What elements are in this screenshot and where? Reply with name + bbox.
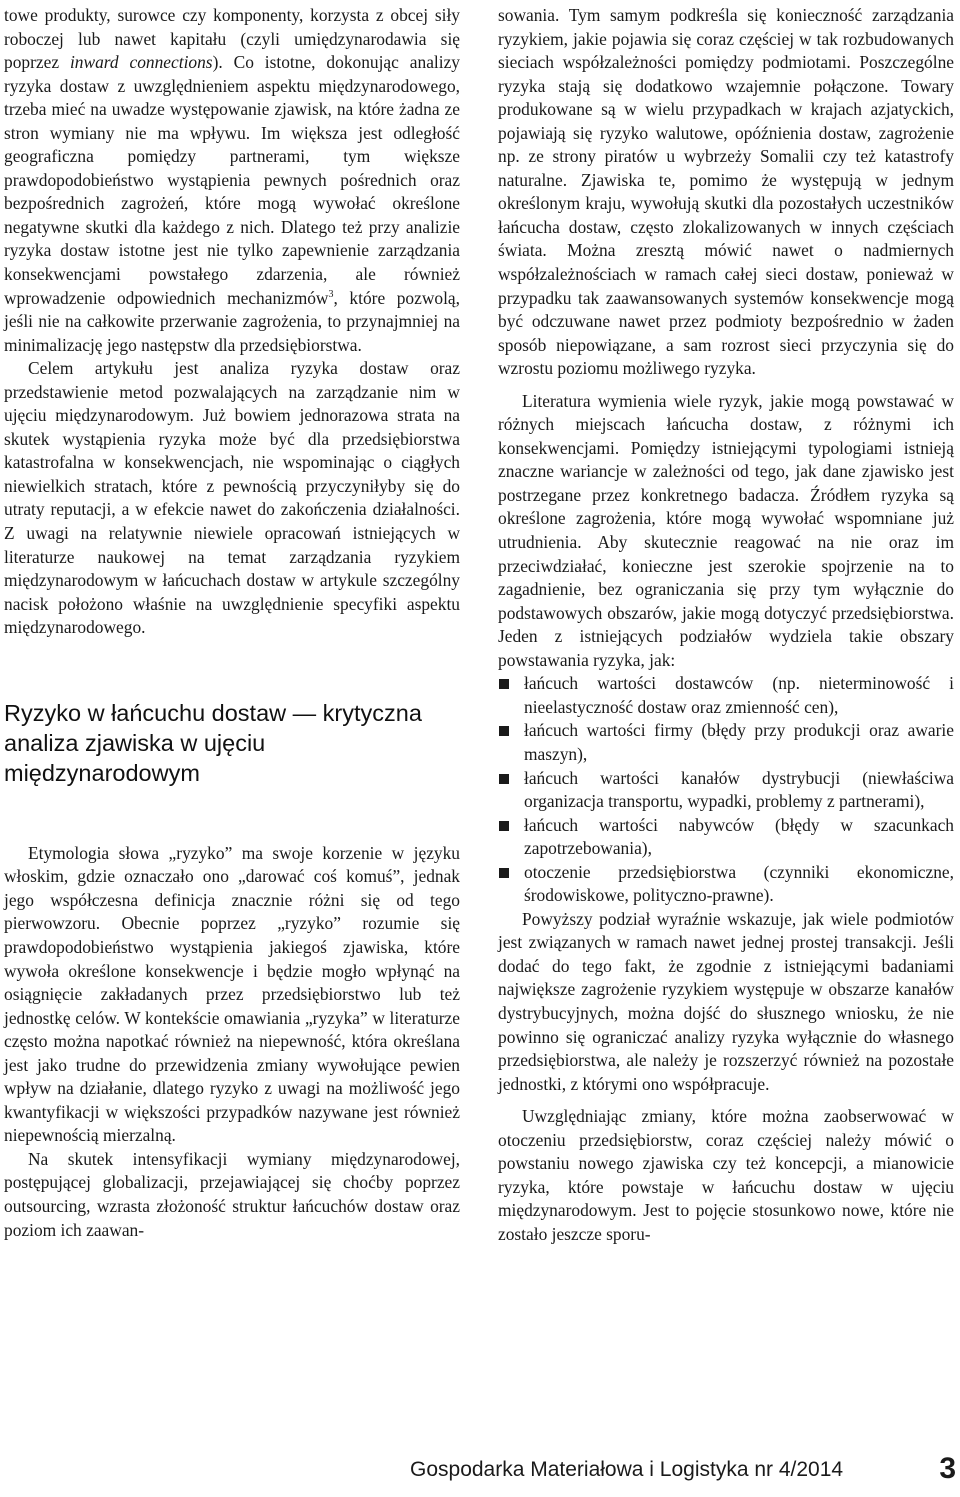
paragraph-etymology: Etymologia słowa „ryzyko” ma swoje korzenie w języku włoskim, gdzie oznaczało ono „darować coś komuś”, jednak jego współczesna definicja znacznie różni się od tego pierwowzoru. Obecnie poprzez „ryzyko” rozumie się prawdopodobieństwo wystąpienia jakiegoś zjawiska, które wywoła określone konsekwencje i będzie mogło wpłynąć na osiągnięcie zakładanych przez przedsiębiorstwo lub też jednostkę celów. W kontekście omawiania „ryzyka” w literaturze często można napotkać również na niepewność, która określana jest jako trudne do przewidzenia zmiany wywołujące pewien wpływ na działanie, dlatego ryzyko z uwagi na możliwość jego kwantyfikacji w większości przypadków nazywane jest również niepewnością mierzalną. (4, 842, 460, 1146)
paragraph-aim: Celem artykułu jest analiza ryzyka dostaw oraz przedstawienie metod pozwalających na zarządzanie nim w ujęciu międzynarodowym. Już bowiem jednorazowa strata na skutek wystąpienia ryzyka może być dla przedsiębiorstwa katastrofalna w konsekwencjach, nie wspominając o ciągłych niewielkich stratach, które z pewnością przyczyniłyby się do utraty reputacji, a w efekcie nawet do zakończenia działalności. Z uwagi na relatywnie niewiele opracowań istniejących w literaturze naukowej na temat zarządzania ryzykiem międzynarodowym w łańcuchach dostaw w artykule szczególny nacisk położono właśnie na uwzględnienie specyfiki aspektu międzynarodowego. (4, 358, 460, 638)
paragraph-division: Powyższy podział wyraźnie wskazuje, jak wiele podmiotów jest związanych w ramach nawet jednej prostej transakcji. Jeśli dodać do tego fakt, że zgodnie z istniejącymi badaniami największe zagrożenie ryzykiem występuje w obszarze kanałów dystrybucyjnych, można dojść do słusznego wniosku, że nie powinno się ograniczać analizy ryzyka wyłącznie do własnego przedsiębiorstwa, ale należy je rozszerzyć również na pozostałe jednostki, z którymi ono współpracuje. (498, 908, 954, 1094)
square-bullet-icon (499, 726, 509, 736)
section-heading: Ryzyko w łańcuchu dostaw — krytyczna analiza zjawiska w ujęciu międzynarodowym (4, 699, 422, 786)
paragraph-globalization: Na skutek intensyfikacji wymiany międzynarodowej, postępującej globalizacji, przejawiającej się choćby poprzez outsourcing, wzrasta złożoność struktur łańcuchów dostaw oraz poziom ich zaawan- (4, 1148, 460, 1240)
page-footer (410, 1452, 956, 1485)
square-bullet-icon (499, 821, 509, 831)
square-bullet-icon (499, 774, 509, 784)
paragraph-typologies: Literatura wymienia wiele ryzyk, jakie mogą powstawać w różnych miejscach łańcucha dostaw, z różnymi ich konsekwencjami. Pomiędzy istniejącymi typologiami istnieją znaczne wariancje w zależności od tego, jak dane zjawisko jest postrzegane przez konkretnego badacza. Źródłem ryzyka są określone zagrożenia, które mogą wywołać wspomniane już utrudnienia. Aby skutecznie reagować na nie oraz im przeciwdziałać, konieczne jest szerokie spojrzenie na to zagadnienie, bez ograniczania się przy tym wyłącznie do podstawowych obszarów, jakie mogą dotyczyć przedsiębiorstwa. Jeden z istniejących podziałów wydziela takie obszary powstawania ryzyka, jak: (498, 390, 954, 670)
paragraph-complexity: sowania. Tym samym podkreśla się konieczność zarządzania ryzykiem, jakie pojawia się coraz częściej w tak rozbudowanych sieciach współzależności pomiędzy podmiotami. Poszczególne ryzyka stają się dodatkowo wzajemnie połączone. Towary produkowane są w wielu przypadkach w krajach azjatyckich, pojawiają się ryzyko walutowe, opóźnienia dostaw, zagrożenie np. ze strony piratów u wybrzeży Somalii czy też katastrofy naturalne. Zjawiska te, pomimo że występują w jednym określonym kraju, wywołują skutki dla pozostałych uczestników łańcucha dostaw, często zlokalizowanych w innych częściach świata. Można zresztą mówić nawet o nadmiernych współzależnościach w ramach całej sieci dostaw, ponieważ w przypadku tak zaawansowanych systemów konsekwencje mogą być odczuwane nawet przez podmioty bezpośrednio w żaden sposób niepowiązane, a sam rozrost sieci przyczynia się do wzrostu poziomu możliwego ryzyka. (498, 5, 954, 379)
list-item: łańcuch wartości nabywców (błędy w szacunkach zapotrzebowania), (498, 814, 954, 861)
list-item: otoczenie przedsiębiorstwa (czynniki ekonomiczne, środowiskowe, polityczno-prawne). (498, 861, 954, 908)
square-bullet-icon (499, 679, 509, 689)
paragraph-international: Uwzględniając zmiany, które można zaobserwować w otoczeniu przedsiębiorstw, coraz częściej należy mówić o powstaniu nowego zjawiska czy też koncepcji, a mianowicie ryzyka, które powstaje w łańcuchu dostaw w ujęciu międzynarodowym. Jest to pojęcie stosunkowo nowe, które nie zostało jeszcze sporu- (498, 1106, 954, 1244)
footnote-ref: 3 (328, 288, 334, 300)
paragraph-continuation: towe produkty, surowce czy komponenty, korzysta z obcej siły roboczej lub nawet kapitału (czyli umiędzynarodawia się poprzez inward connections). Co istotne, dokonując analizy ryzyka dostaw z uwzględnieniem aspektu międzynarodowego, trzeba mieć na uwadze występowanie zjawisk, na które żadna ze stron wymiany nie ma wpływu. Im większa jest odległość geograficzna pomiędzy partnerami, tym większe prawdopodobieństwo wystąpienia pewnych pośrednich oraz bezpośrednich zagrożeń, które mogą wywołać określone negatywne skutki dla każdego z nich. Dlatego też przy analizie ryzyka dostaw istotne jest nie tylko zapewnienie zarządzania konsekwencjami powstałego zdarzenia, ale również wprowadzenie odpowiednich mechanizmów$^3$, które pozwolą, jeśli nie na całkowite przerwanie zagrożenia, to przynajmniej na minimalizację jego następstw dla przedsiębiorstwa. (4, 5, 460, 355)
list-item: łańcuch wartości dostawców (np. nieterminowość i nieelastyczność dostaw oraz zmienność cen), (498, 672, 954, 719)
list-item: łańcuch wartości firmy (błędy przy produkcji oraz awarie maszyn), (498, 719, 954, 766)
italic-term: inward connections (69, 52, 213, 73)
list-item: łańcuch wartości kanałów dystrybucji (niewłaściwa organizacja transportu, wypadki, problemy z partnerami), (498, 767, 954, 814)
left-column (4, 4, 460, 1242)
square-bullet-icon (499, 868, 509, 878)
risk-areas-list (498, 672, 954, 907)
right-column (498, 4, 954, 1246)
page-number: 3 (939, 1452, 956, 1485)
journal-title: Gospodarka Materiałowa i Logistyka nr 4/2014 (410, 1458, 844, 1481)
